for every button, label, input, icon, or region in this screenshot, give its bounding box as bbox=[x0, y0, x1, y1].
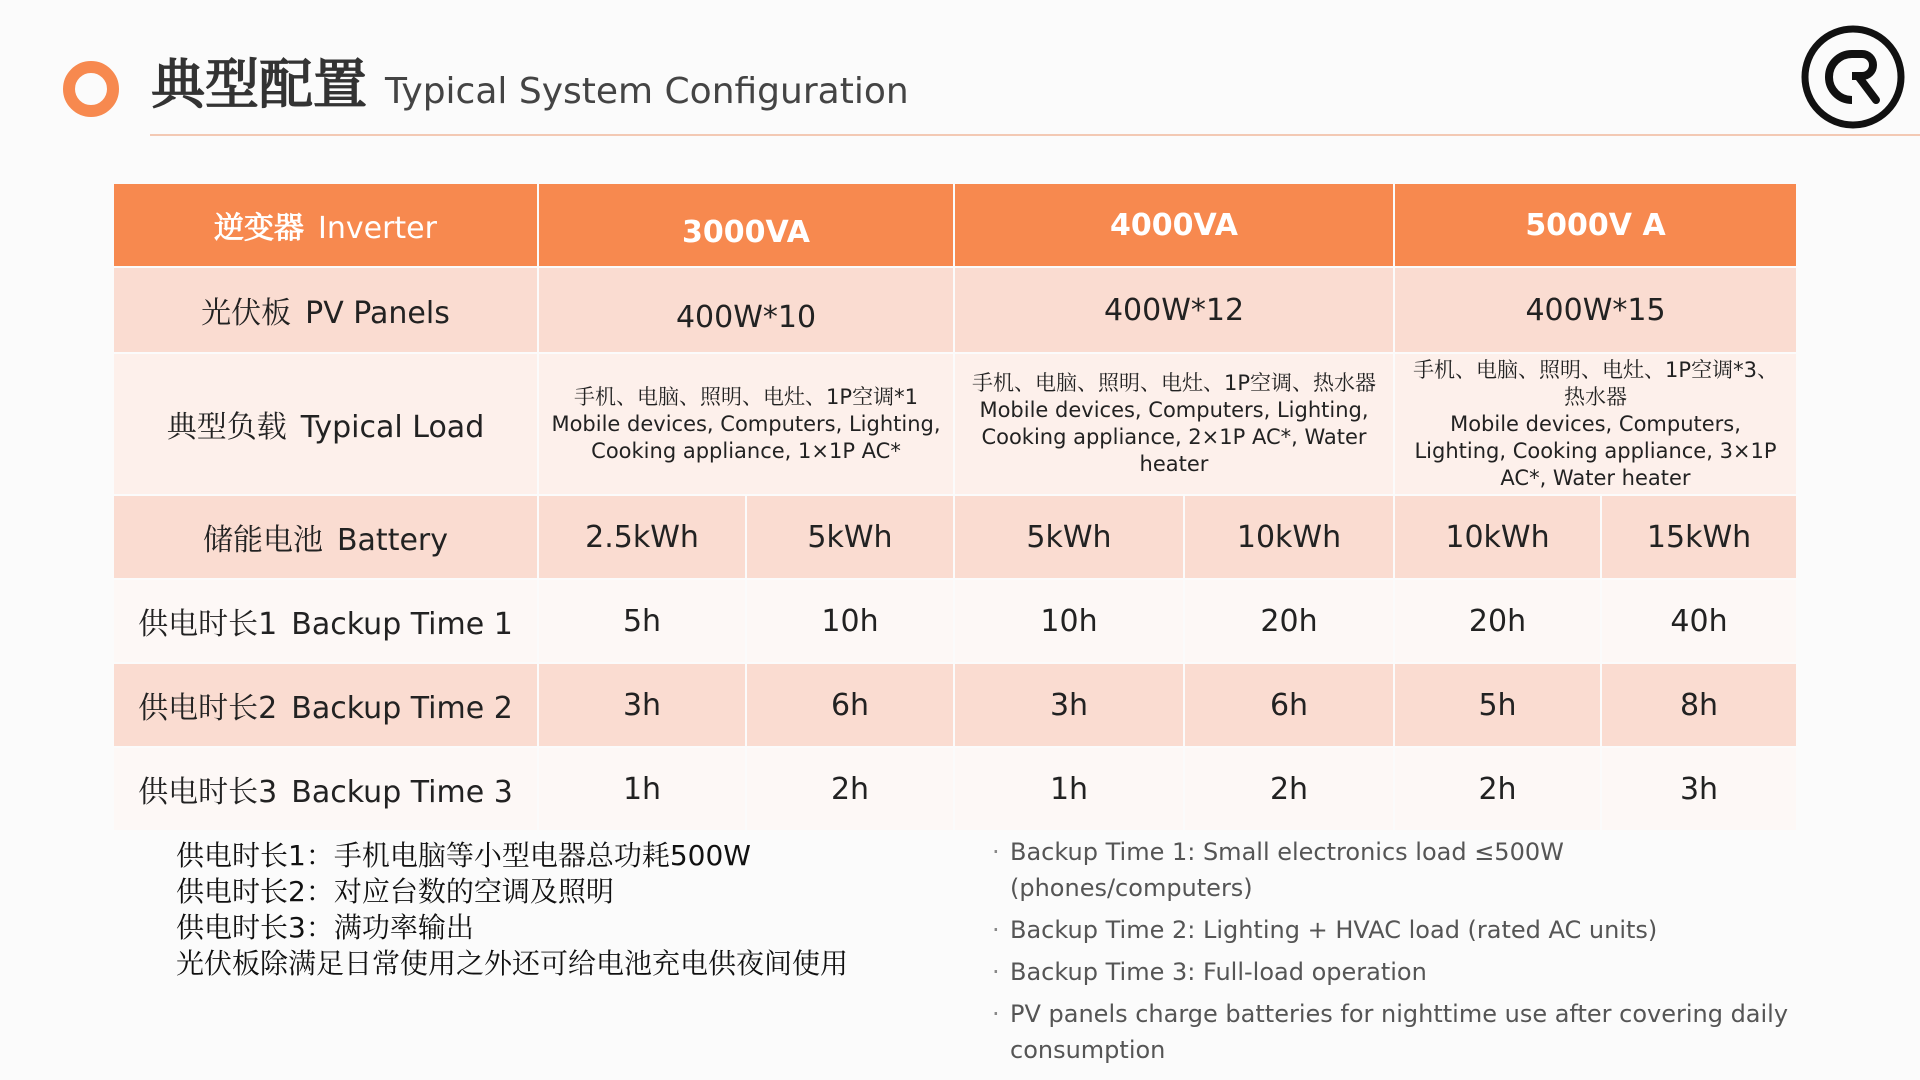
load-desc-cn: 手机、电脑、照明、电灶、1P空调、热水器 bbox=[971, 371, 1377, 395]
backup-time-1-value: 10h bbox=[955, 580, 1183, 662]
battery-value: 2.5kWh bbox=[539, 496, 745, 578]
header-divider bbox=[150, 134, 1920, 136]
backup-time-2-row bbox=[114, 664, 1796, 746]
backup3-label-en: Backup Time 3 bbox=[291, 775, 513, 810]
backup-time-3-value: 3h bbox=[1602, 748, 1796, 830]
battery-value: 5kWh bbox=[747, 496, 953, 578]
backup-time-2-value: 3h bbox=[955, 664, 1183, 746]
load-desc-en: Mobile devices, Computers, Lighting, Cooking appliance, 2×1P AC*, Water heater bbox=[979, 398, 1369, 476]
backup-time-3-value: 2h bbox=[1395, 748, 1600, 830]
backup2-label-cn: 供电时长2 bbox=[138, 691, 278, 726]
battery-value: 15kWh bbox=[1602, 496, 1796, 578]
backup-time-3-value: 1h bbox=[955, 748, 1183, 830]
backup-time-2-label bbox=[114, 664, 537, 746]
backup-time-1-value: 20h bbox=[1185, 580, 1393, 662]
battery-value: 10kWh bbox=[1395, 496, 1600, 578]
backup-time-3-value: 1h bbox=[539, 748, 745, 830]
note-cn: 供电时长3：满功率输出 bbox=[176, 911, 474, 944]
title-ring-icon bbox=[63, 61, 119, 117]
backup-time-2-value: 5h bbox=[1395, 664, 1600, 746]
note-en: · PV panels charge batteries for nighttime use after covering daily consumption bbox=[990, 996, 1800, 1068]
battery-label-cn: 储能电池 bbox=[202, 523, 323, 558]
page-title-en: Typical System Configuration bbox=[385, 71, 909, 112]
load-desc-en: Mobile devices, Computers, Lighting, Cooking appliance, 1×1P AC* bbox=[551, 411, 941, 463]
note-cn: 供电时长1：手机电脑等小型电器总功耗500W bbox=[176, 839, 751, 872]
note-cn: 供电时长2：对应台数的空调及照明 bbox=[176, 875, 614, 908]
note-en: · Backup Time 3: Full-load operation bbox=[990, 954, 1800, 990]
backup-time-3-value: 2h bbox=[1185, 748, 1393, 830]
note-en: · Backup Time 2: Lighting + HVAC load (rated AC units) bbox=[990, 912, 1800, 948]
notes-cn bbox=[176, 838, 848, 982]
notes-en bbox=[990, 834, 1800, 1074]
battery-row bbox=[114, 496, 1796, 578]
pv-value: 400W*15 bbox=[1395, 268, 1796, 352]
inverter-label-cn: 逆变器 bbox=[214, 211, 305, 246]
backup-time-3-value: 2h bbox=[747, 748, 953, 830]
battery-value: 5kWh bbox=[955, 496, 1183, 578]
pv-label-cn: 光伏板 bbox=[201, 296, 292, 331]
backup-time-1-value: 40h bbox=[1602, 580, 1796, 662]
configuration-table bbox=[112, 182, 1798, 832]
cr-logo-icon bbox=[1800, 24, 1906, 130]
backup-time-3-row bbox=[114, 748, 1796, 830]
backup-time-1-label bbox=[114, 580, 537, 662]
pv-value: 400W*10 bbox=[539, 268, 953, 352]
backup1-label-en: Backup Time 1 bbox=[291, 607, 513, 642]
pv-value: 400W*12 bbox=[955, 268, 1393, 352]
backup-time-2-value: 6h bbox=[1185, 664, 1393, 746]
load-desc-en: Mobile devices, Computers, Lighting, Cooking appliance, 3×1P AC*, Water heater bbox=[1414, 411, 1777, 490]
inverter-label bbox=[114, 184, 537, 266]
typical-load-value bbox=[955, 354, 1393, 494]
backup-time-1-row bbox=[114, 580, 1796, 662]
backup1-label-cn: 供电时长1 bbox=[138, 607, 278, 642]
inverter-label-en: Inverter bbox=[318, 211, 437, 246]
typical-load-value bbox=[539, 354, 953, 494]
note-en: · Backup Time 1: Small electronics load ≤500W (phones/computers) bbox=[990, 834, 1800, 906]
battery-label-en: Battery bbox=[336, 523, 449, 558]
load-label-en: Typical Load bbox=[300, 410, 485, 445]
load-desc-cn: 手机、电脑、照明、电灶、1P空调*1 bbox=[574, 384, 918, 409]
load-label-cn: 典型负载 bbox=[166, 410, 287, 445]
backup-time-1-value: 20h bbox=[1395, 580, 1600, 662]
typical-load-row bbox=[114, 354, 1796, 494]
typical-load-label bbox=[114, 354, 537, 494]
page-title-cn: 典型配置 bbox=[151, 53, 367, 116]
page-title bbox=[151, 53, 909, 116]
backup-time-1-value: 5h bbox=[539, 580, 745, 662]
backup-time-2-value: 8h bbox=[1602, 664, 1796, 746]
inverter-header-row bbox=[114, 184, 1796, 266]
backup2-label-en: Backup Time 2 bbox=[291, 691, 513, 726]
backup-time-3-label bbox=[114, 748, 537, 830]
battery-label bbox=[114, 496, 537, 578]
backup-time-2-value: 6h bbox=[747, 664, 953, 746]
pv-panels-label bbox=[114, 268, 537, 352]
backup-time-2-value: 3h bbox=[539, 664, 745, 746]
model-5000va: 5000V A bbox=[1395, 184, 1796, 266]
pv-panels-row bbox=[114, 268, 1796, 352]
battery-value: 10kWh bbox=[1185, 496, 1393, 578]
typical-load-value bbox=[1395, 354, 1796, 494]
model-3000va: 3000VA bbox=[539, 184, 953, 266]
backup3-label-cn: 供电时长3 bbox=[138, 775, 278, 810]
pv-label-en: PV Panels bbox=[305, 296, 450, 331]
load-desc-cn: 手机、电脑、照明、电灶、1P空调*3、热水器 bbox=[1413, 357, 1778, 409]
model-4000va: 4000VA bbox=[955, 184, 1393, 266]
note-cn: 光伏板除满足日常使用之外还可给电池充电供夜间使用 bbox=[176, 947, 849, 980]
backup-time-1-value: 10h bbox=[747, 580, 953, 662]
